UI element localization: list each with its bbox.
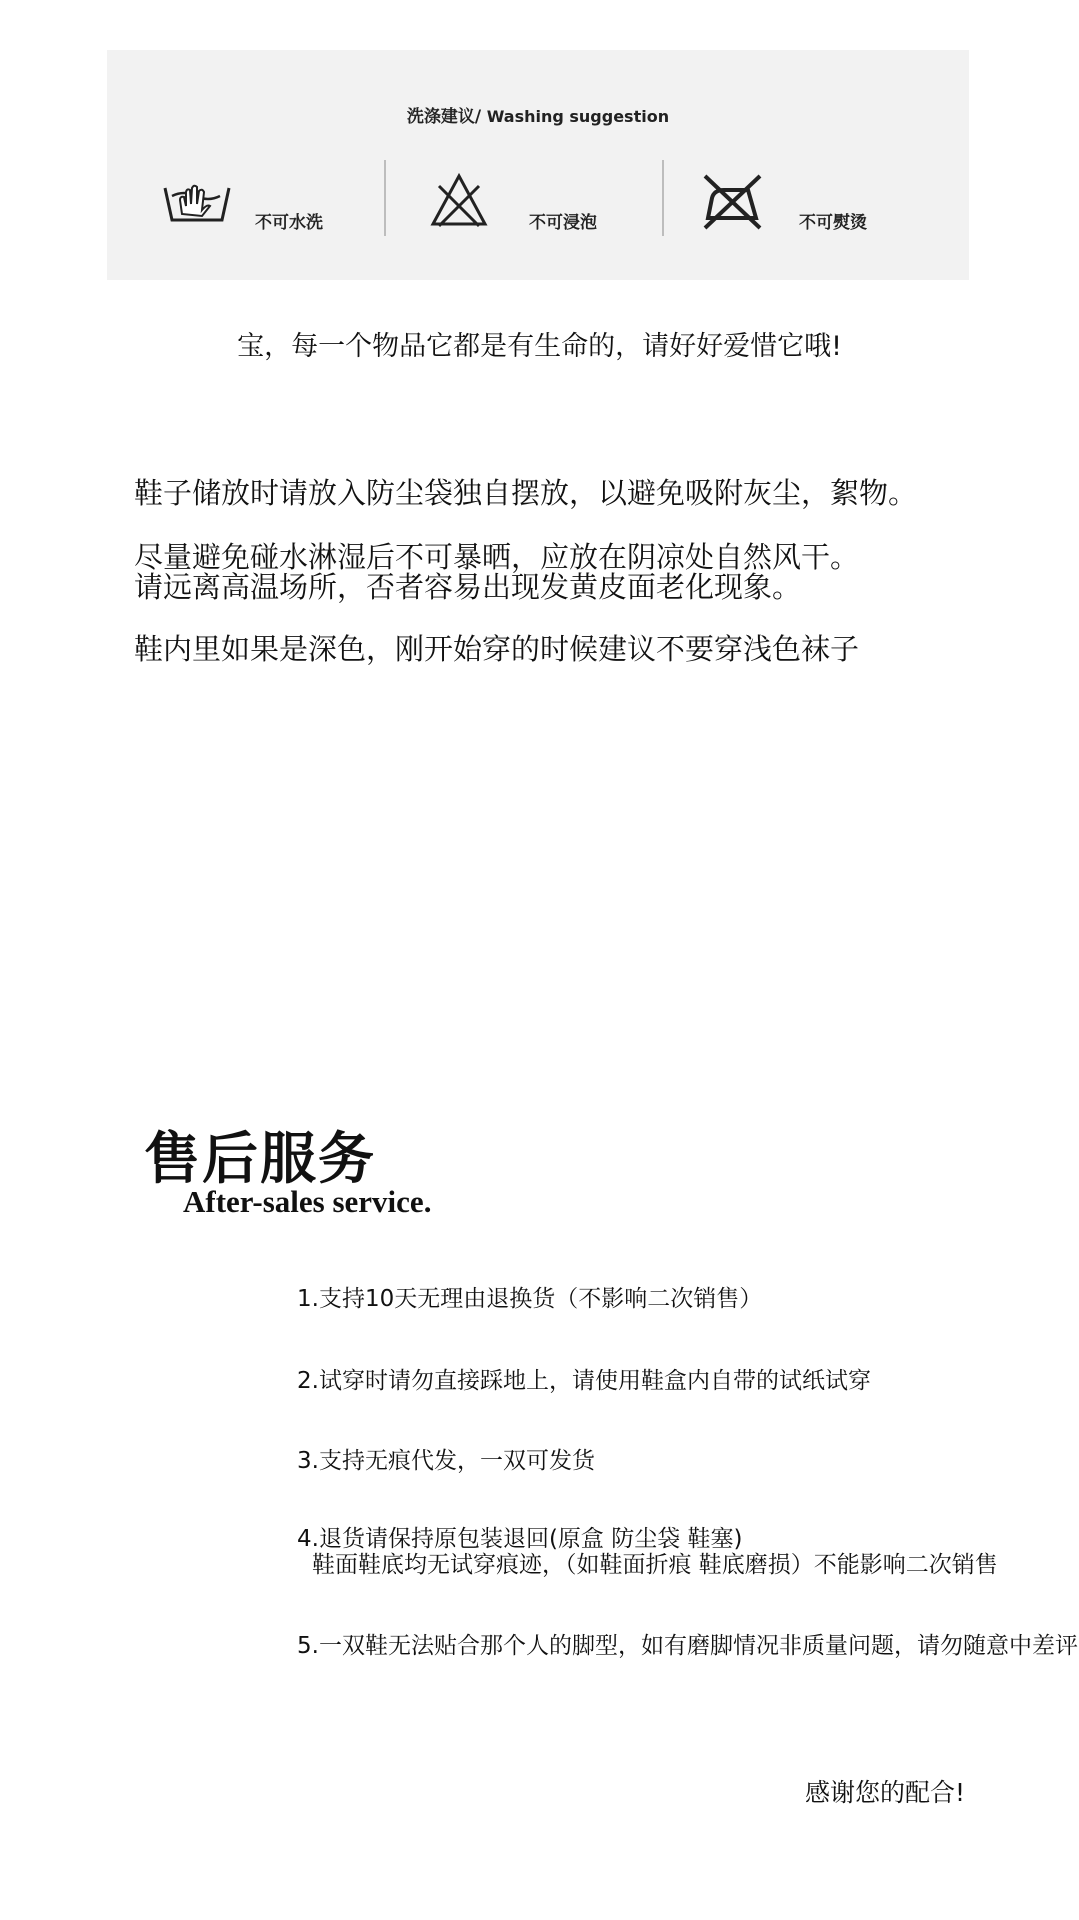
divider <box>384 160 386 236</box>
wash-label-1: 不可水洗 <box>255 213 323 233</box>
service-item-4-detail: 鞋面鞋底均无试穿痕迹，（如鞋面折痕 鞋底磨损）不能影响二次销售 <box>312 1552 998 1578</box>
slogan-text: 宝，每一个物品它都是有生命的，请好好爱惜它哦! <box>237 331 842 362</box>
service-item-5: 5.一双鞋无法贴合那个人的脚型，如有磨脚情况非质量问题，请勿随意中差评 <box>297 1633 1078 1659</box>
washing-title-en: Washing suggestion <box>481 107 670 126</box>
thanks-text: 感谢您的配合! <box>805 1778 966 1807</box>
washing-title-cn: 洗涤建议/ <box>406 107 482 127</box>
divider <box>662 160 664 236</box>
care-tip-drying: 尽量避免碰水淋湿后不可暴晒，应放在阴凉处自然风干。 <box>134 540 860 574</box>
wash-item-no-water-wash <box>162 170 362 260</box>
service-item-3: 3.支持无痕代发，一双可发货 <box>297 1448 595 1474</box>
no-iron-icon <box>702 170 764 232</box>
service-item-1: 1.支持10天无理由退换货（不影响二次销售） <box>297 1286 763 1312</box>
care-tip-socks: 鞋内里如果是深色，刚开始穿的时候建议不要穿浅色袜子 <box>134 632 860 666</box>
care-tip-storage: 鞋子储放时请放入防尘袋独自摆放，以避免吸附灰尘，絮物。 <box>134 476 918 510</box>
service-item-4: 4.退货请保持原包装退回(原盒 防尘袋 鞋塞) <box>297 1526 743 1552</box>
washing-title <box>107 102 969 127</box>
no-hand-wash-icon <box>162 170 232 230</box>
after-sales-subtitle: After-sales service. <box>183 1184 432 1219</box>
care-tip-heat: 请远离高温场所，否者容易出现发黄皮面老化现象。 <box>134 570 802 604</box>
wash-label-2: 不可浸泡 <box>529 213 597 233</box>
wash-label-3: 不可熨烫 <box>799 213 867 233</box>
after-sales-title: 售后服务 <box>144 1127 376 1192</box>
wash-item-no-iron <box>702 170 932 260</box>
washing-suggestion-panel <box>107 50 969 280</box>
no-soak-icon <box>429 170 489 230</box>
wash-item-no-soak <box>429 170 659 260</box>
service-item-2: 2.试穿时请勿直接踩地上，请使用鞋盒内自带的试纸试穿 <box>297 1368 871 1394</box>
